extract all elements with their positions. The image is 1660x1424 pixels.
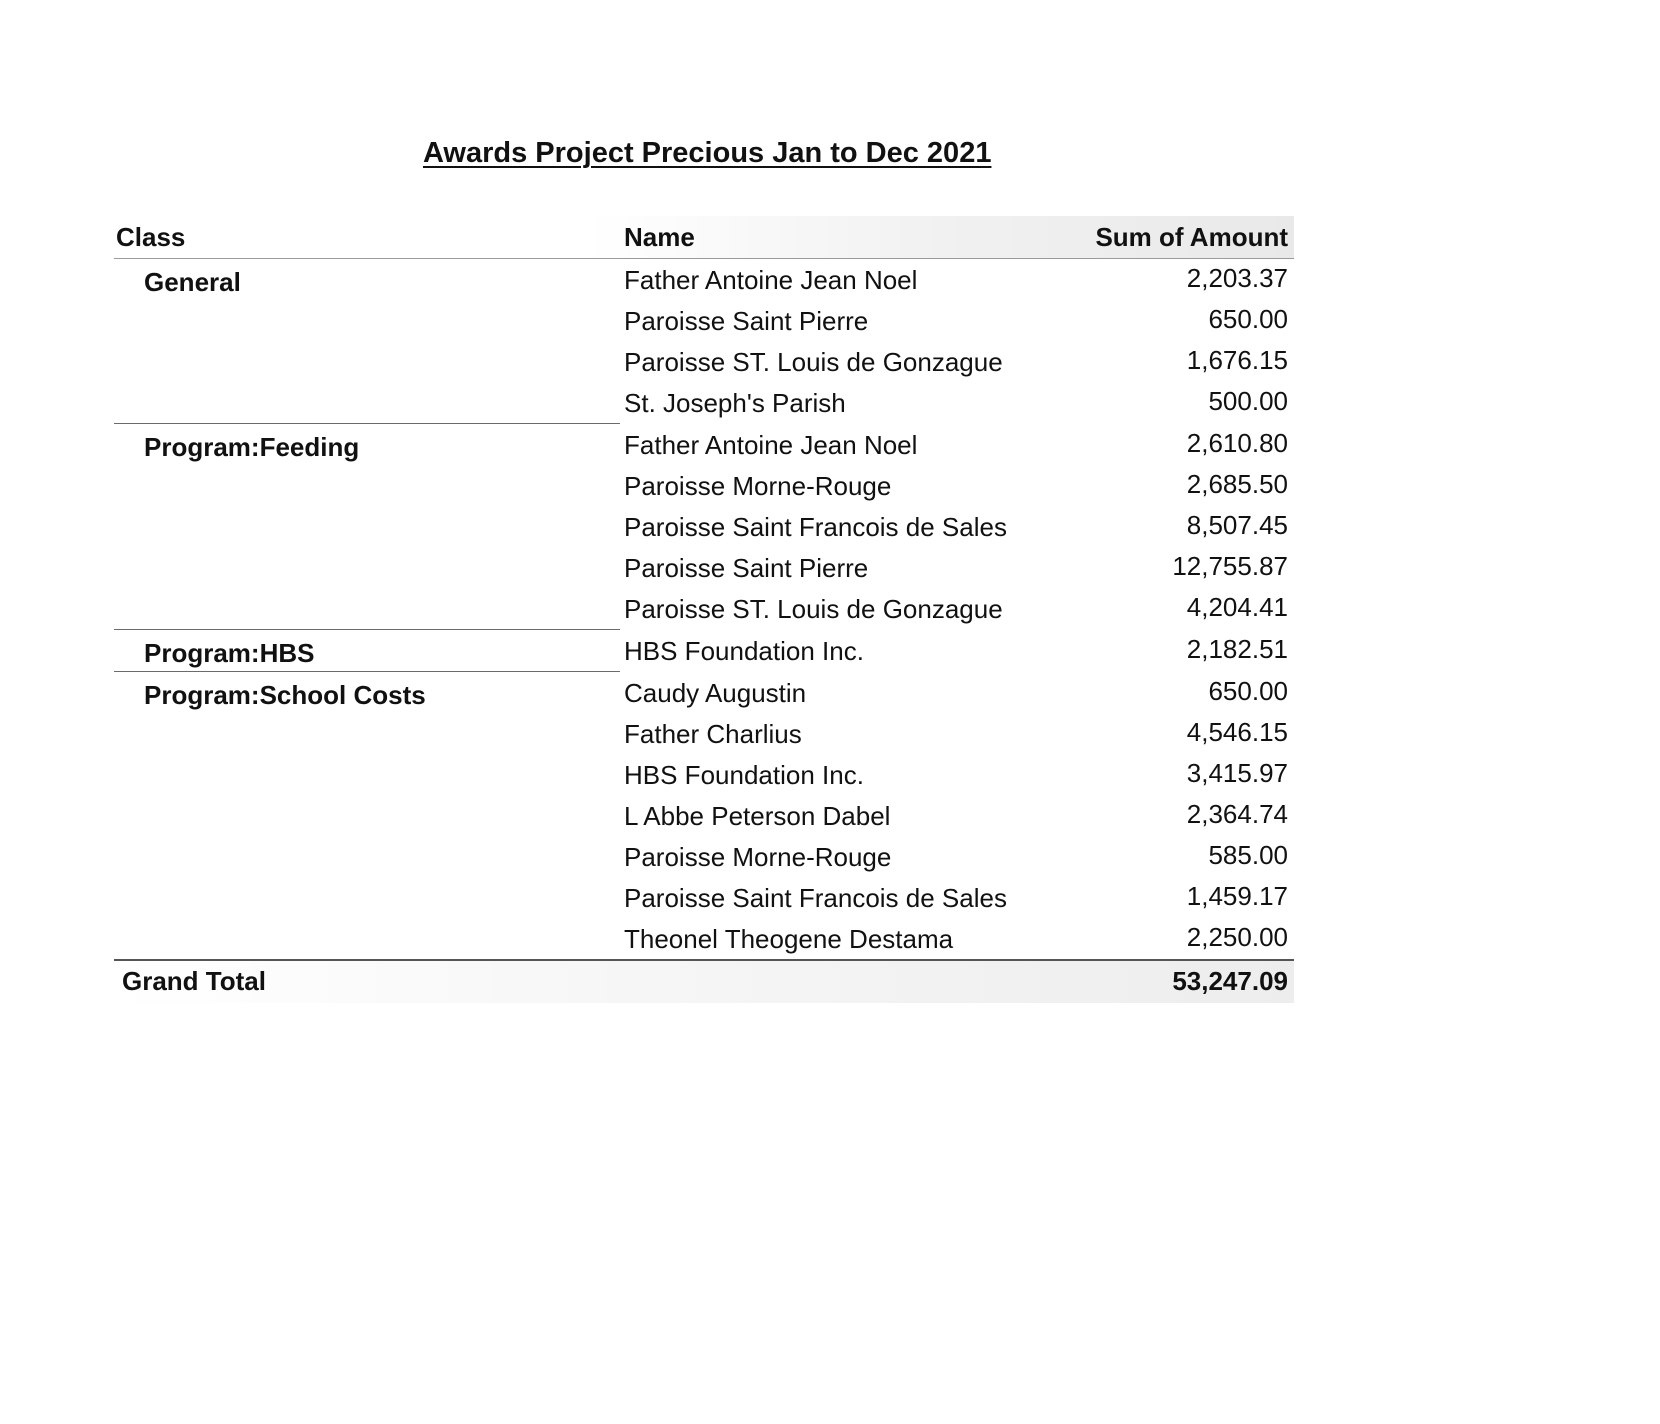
table-row (114, 506, 1294, 547)
row-amount: 650.00 (1208, 304, 1288, 334)
row-name: L Abbe Peterson Dabel (624, 801, 891, 831)
row-name: Paroisse Morne-Rouge (624, 842, 892, 872)
table-row (114, 424, 1294, 465)
row-amount: 4,204.41 (1186, 592, 1288, 622)
table-row (114, 754, 1294, 795)
row-name: HBS Foundation Inc. (624, 636, 864, 666)
row-amount: 1,459.17 (1186, 881, 1288, 911)
table-row (114, 382, 1294, 423)
table-row (114, 836, 1294, 877)
row-name: Paroisse Saint Francois de Sales (624, 512, 1007, 542)
table-row (114, 465, 1294, 506)
row-name: Paroisse Saint Pierre (624, 553, 869, 583)
report-title: Awards Project Precious Jan to Dec 2021 (423, 137, 992, 169)
table-row (114, 259, 1294, 300)
class-group (114, 424, 1294, 630)
row-amount: 650.00 (1208, 676, 1288, 706)
row-amount: 8,507.45 (1186, 510, 1288, 540)
row-name: Father Antoine Jean Noel (624, 265, 918, 295)
table-body (114, 259, 1294, 959)
table-row (114, 877, 1294, 918)
row-amount: 2,364.74 (1186, 799, 1288, 829)
table-row (114, 630, 1294, 671)
class-label: Program:Feeding (144, 432, 360, 462)
class-group (114, 630, 1294, 672)
table-row (114, 300, 1294, 341)
row-name: Father Antoine Jean Noel (624, 430, 918, 460)
row-amount: 2,685.50 (1186, 469, 1288, 499)
table-header (114, 216, 1294, 259)
row-amount: 585.00 (1208, 840, 1288, 870)
table-row (114, 918, 1294, 959)
row-amount: 12,755.87 (1172, 551, 1288, 581)
row-amount: 4,546.15 (1186, 717, 1288, 747)
grand-total-row (114, 959, 1294, 1003)
pivot-table (114, 216, 1294, 1003)
row-name: Paroisse Morne-Rouge (624, 471, 892, 501)
row-name: Caudy Augustin (624, 678, 807, 708)
row-name: Paroisse Saint Francois de Sales (624, 883, 1007, 913)
row-name: Paroisse ST. Louis de Gonzague (624, 594, 1003, 624)
table-row (114, 672, 1294, 713)
class-group (114, 672, 1294, 959)
row-amount: 2,610.80 (1186, 428, 1288, 458)
column-header-amount: Sum of Amount (1095, 222, 1288, 252)
row-name: Theonel Theogene Destama (624, 924, 954, 954)
row-name: Father Charlius (624, 719, 802, 749)
row-amount: 1,676.15 (1186, 345, 1288, 375)
table-row (114, 341, 1294, 382)
row-amount: 3,415.97 (1186, 758, 1288, 788)
row-name: Paroisse ST. Louis de Gonzague (624, 347, 1003, 377)
table-row (114, 588, 1294, 629)
class-group (114, 259, 1294, 424)
row-amount: 2,203.37 (1186, 263, 1288, 293)
row-amount: 2,182.51 (1186, 634, 1288, 664)
row-amount: 500.00 (1208, 386, 1288, 416)
class-label: Program:HBS (144, 638, 315, 668)
grand-total-label: Grand Total (122, 966, 266, 996)
column-header-name: Name (624, 222, 695, 252)
row-name: HBS Foundation Inc. (624, 760, 864, 790)
column-header-class: Class (116, 222, 186, 252)
table-row (114, 547, 1294, 588)
grand-total-amount: 53,247.09 (1172, 966, 1288, 996)
row-amount: 2,250.00 (1186, 922, 1288, 952)
row-name: Paroisse Saint Pierre (624, 306, 869, 336)
class-label: General (144, 267, 241, 297)
row-name: St. Joseph's Parish (624, 388, 846, 418)
class-label: Program:School Costs (144, 680, 426, 710)
table-row (114, 795, 1294, 836)
table-row (114, 713, 1294, 754)
